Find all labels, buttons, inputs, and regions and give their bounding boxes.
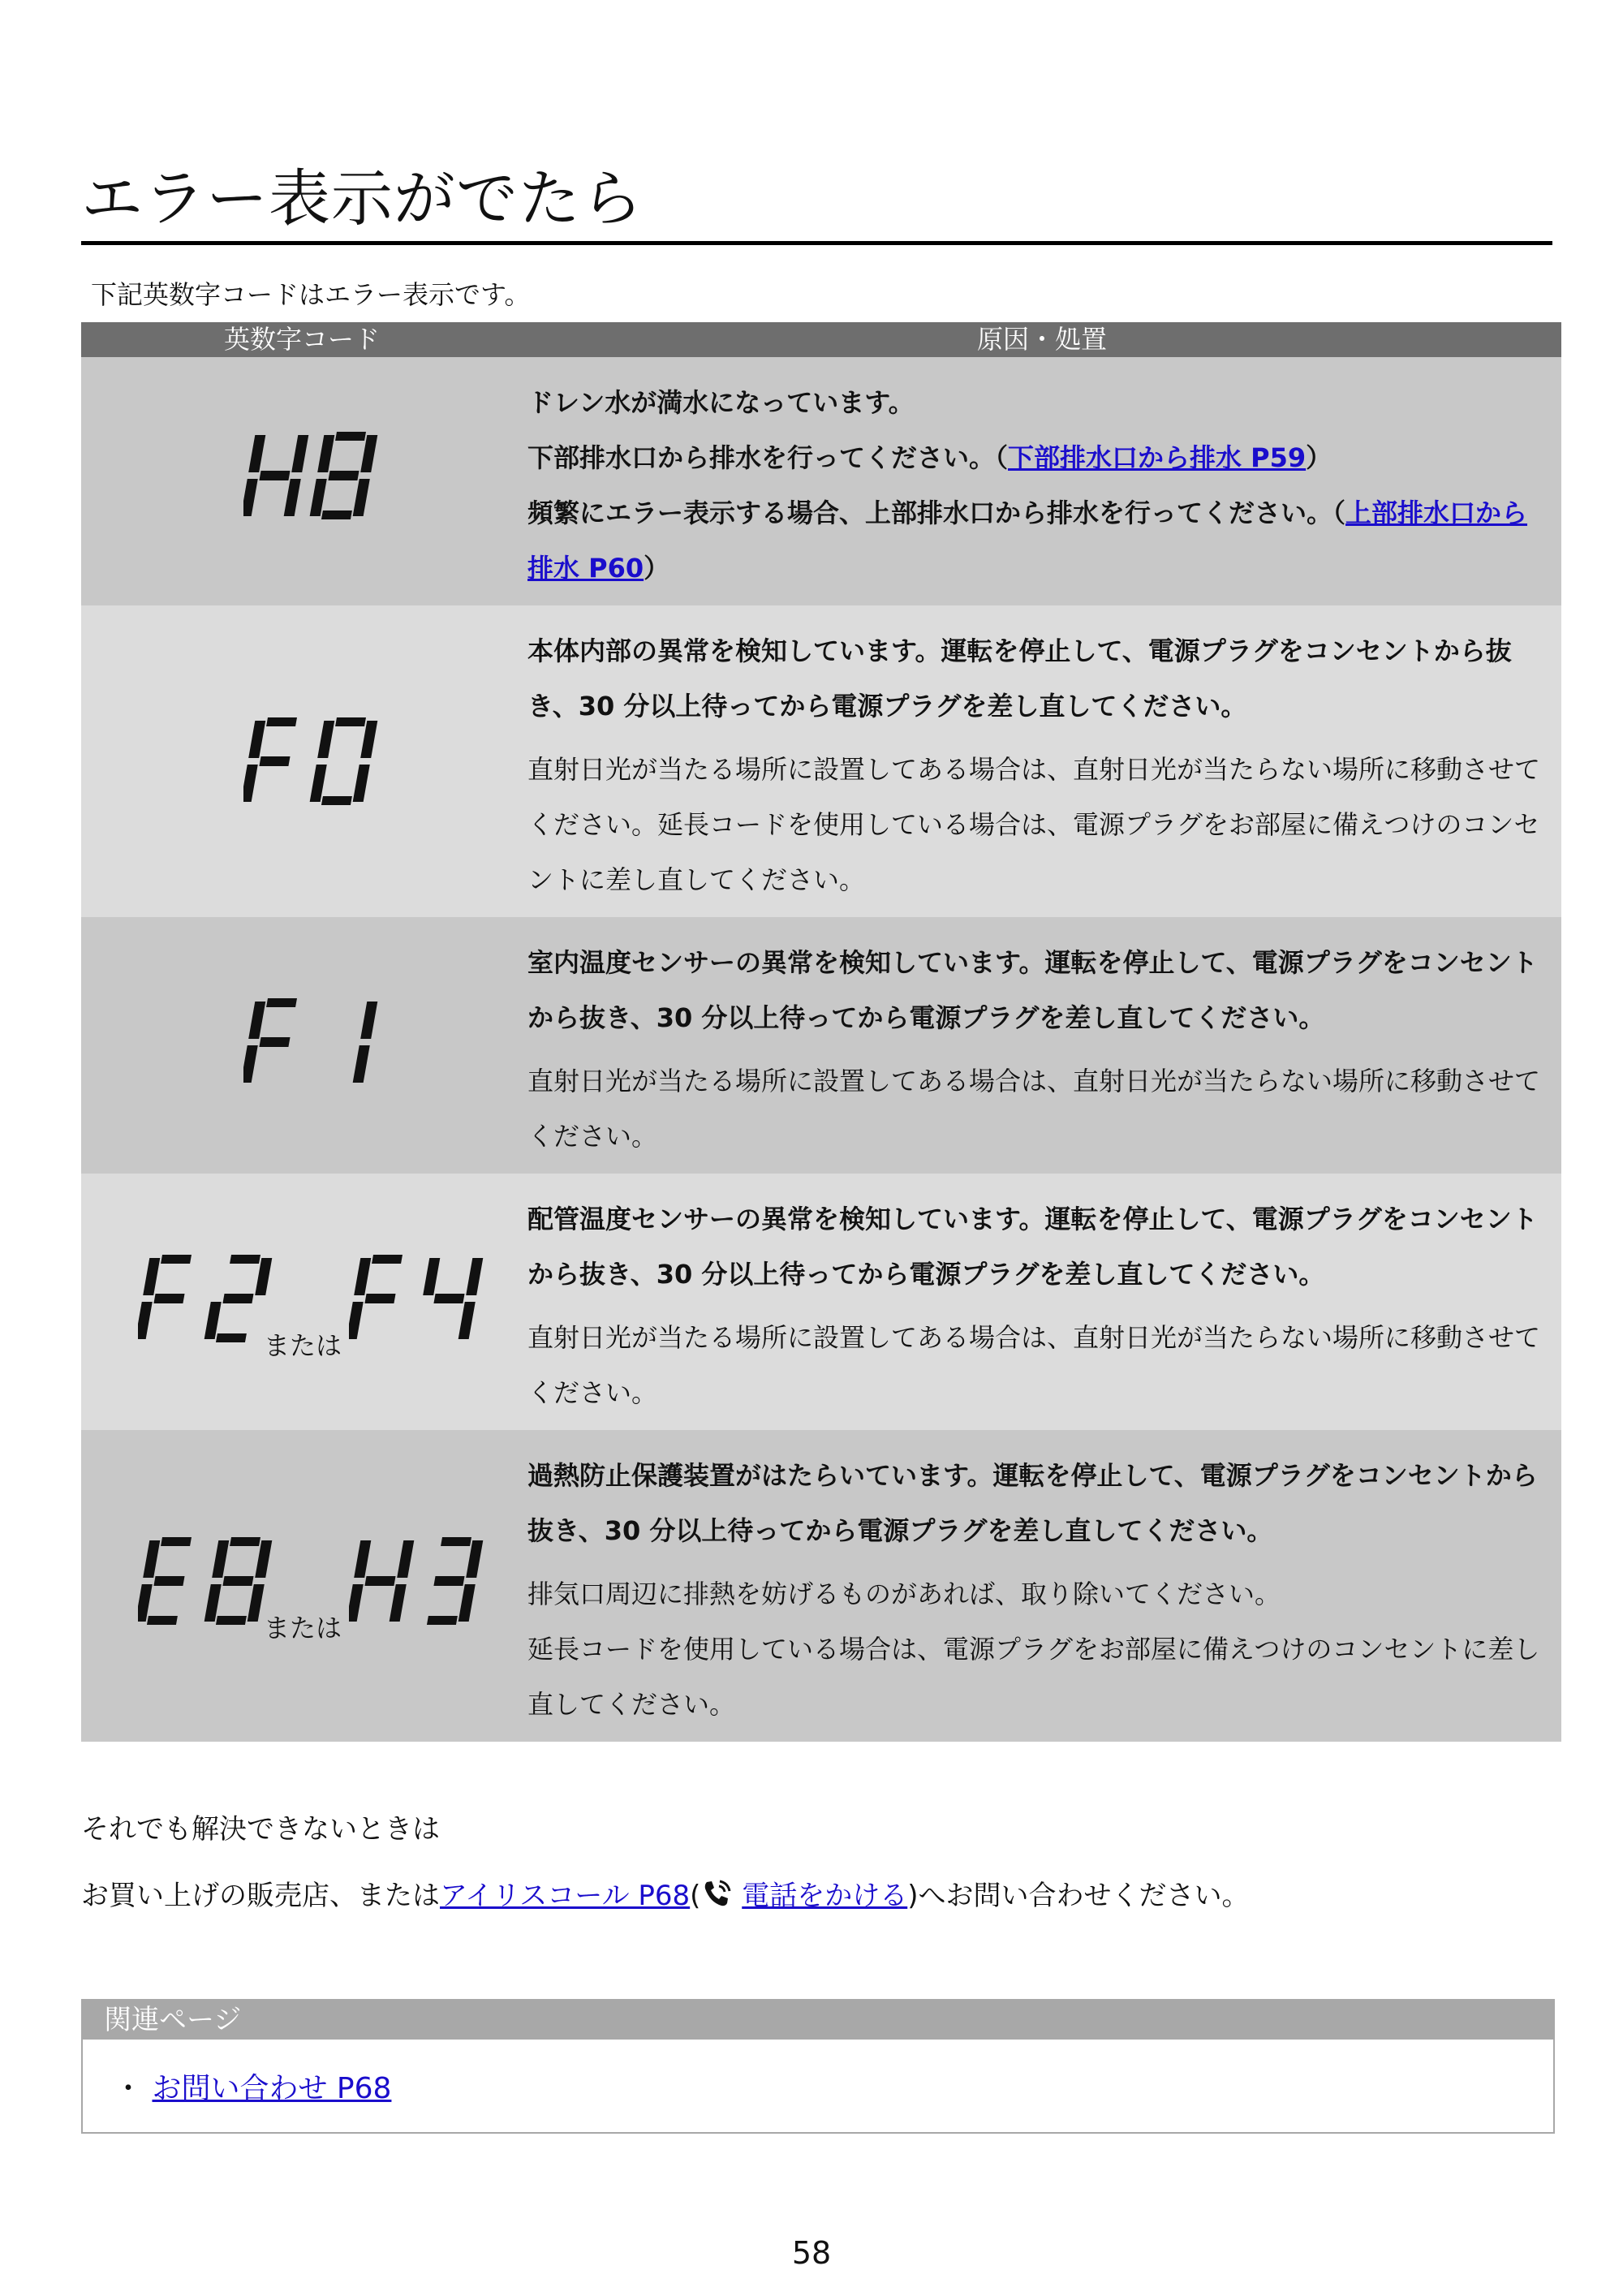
code-cell: [81, 357, 523, 605]
lcd-code-f0: [243, 717, 381, 807]
or-label: または: [264, 1330, 342, 1361]
or-label: または: [264, 1613, 342, 1643]
lcd-code-f1: [243, 998, 381, 1088]
cause-text: 過熱防止保護装置がはたらいています。運転を停止して、電源プラグをコンセントから抜き、30 分以上待ってから電源プラグを差し直してください。: [527, 1460, 1538, 1546]
table-row: [81, 357, 1561, 605]
cause-note: 延長コードを使用している場合は、電源プラグをお部屋に備えつけのコンセントに差し直してください。: [527, 1634, 1540, 1720]
error-code-table: [81, 322, 1561, 1742]
cause-cell: [523, 917, 1561, 1174]
cause-note: 排気口周辺に排熱を妨げるものがあれば、取り除いてください。: [527, 1579, 1281, 1609]
link-upper-drain-cont[interactable]: 排水 P60: [527, 553, 644, 584]
lcd-code-f4: [349, 1255, 487, 1344]
intro-text: 下記英数字コードはエラー表示です。: [91, 279, 531, 310]
page-number: 58: [791, 2235, 832, 2271]
phone-icon: [700, 1877, 733, 1910]
table-row: [81, 917, 1561, 1174]
cause-text: 排水 P60）: [527, 553, 670, 584]
lcd-code-e8: [138, 1537, 276, 1626]
link-phone-call[interactable]: 電話をかける: [742, 1880, 908, 1912]
cause-cell: [523, 1174, 1561, 1430]
fallback-line1: それでも解決できないときは: [81, 1813, 440, 1846]
link-contact[interactable]: お問い合わせ P68: [152, 2072, 392, 2105]
page-title: エラー表示がでたら: [81, 158, 1552, 245]
cause-cell: [523, 1430, 1561, 1742]
table-row: [81, 1174, 1561, 1430]
cause-text: 下部排水口から排水を行ってください。（下部排水口から排水 P59）: [527, 442, 1332, 473]
cause-cell: [523, 357, 1561, 605]
lcd-code-h8: [243, 432, 381, 521]
cause-text: 本体内部の異常を検知しています。運転を停止して、電源プラグをコンセントから抜き、30 分以上待ってから電源プラグを差し直してください。: [527, 635, 1512, 722]
link-upper-drain[interactable]: 上部排水口から: [1345, 498, 1528, 528]
header-cause: 原因・処置: [523, 322, 1561, 357]
cause-note: 直射日光が当たる場所に設置してある場合は、直射日光が当たらない場所に移動させてください。: [527, 1066, 1541, 1152]
table-row: [81, 605, 1561, 917]
code-cell: [81, 917, 523, 1174]
code-cell: [81, 1174, 523, 1430]
cause-text: ドレン水が満水になっています。: [527, 387, 915, 418]
table-row: [81, 1430, 1561, 1742]
cause-text: 頻繁にエラー表示する場合、上部排水口から排水を行ってください。（上部排水口から: [527, 498, 1528, 528]
cause-note: 直射日光が当たる場所に設置してある場合は、直射日光が当たらない場所に移動させてください。延長コードを使用している場合は、電源プラグをお部屋に備えつけのコンセントに差し直してください。: [527, 754, 1541, 895]
header-code: 英数字コード: [81, 322, 523, 357]
link-lower-drain[interactable]: 下部排水口から排水 P59: [1008, 442, 1307, 473]
cause-text: 配管温度センサーの異常を検知しています。運転を停止して、電源プラグをコンセントから抜き、30 分以上待ってから電源プラグを差し直してください。: [527, 1204, 1538, 1290]
bullet: ・: [114, 2072, 144, 2105]
fallback-line2: お買い上げの販売店、またはアイリスコール P68( 電話をかける)へお問い合わせください。: [81, 1877, 1250, 1914]
code-cell: [81, 605, 523, 917]
lcd-code-f2: [138, 1255, 276, 1344]
lcd-code-h3: [349, 1537, 487, 1626]
related-item: [83, 2040, 1553, 2109]
code-cell: [81, 1430, 523, 1742]
cause-note: 直射日光が当たる場所に設置してある場合は、直射日光が当たらない場所に移動させてください。: [527, 1322, 1541, 1408]
related-heading: 関連ページ: [83, 2001, 1553, 2040]
link-iris-call[interactable]: アイリスコール P68: [440, 1880, 691, 1912]
related-pages-box: [81, 1999, 1555, 2134]
cause-cell: [523, 605, 1561, 917]
cause-text: 室内温度センサーの異常を検知しています。運転を停止して、電源プラグをコンセントから抜き、30 分以上待ってから電源プラグを差し直してください。: [527, 947, 1538, 1033]
